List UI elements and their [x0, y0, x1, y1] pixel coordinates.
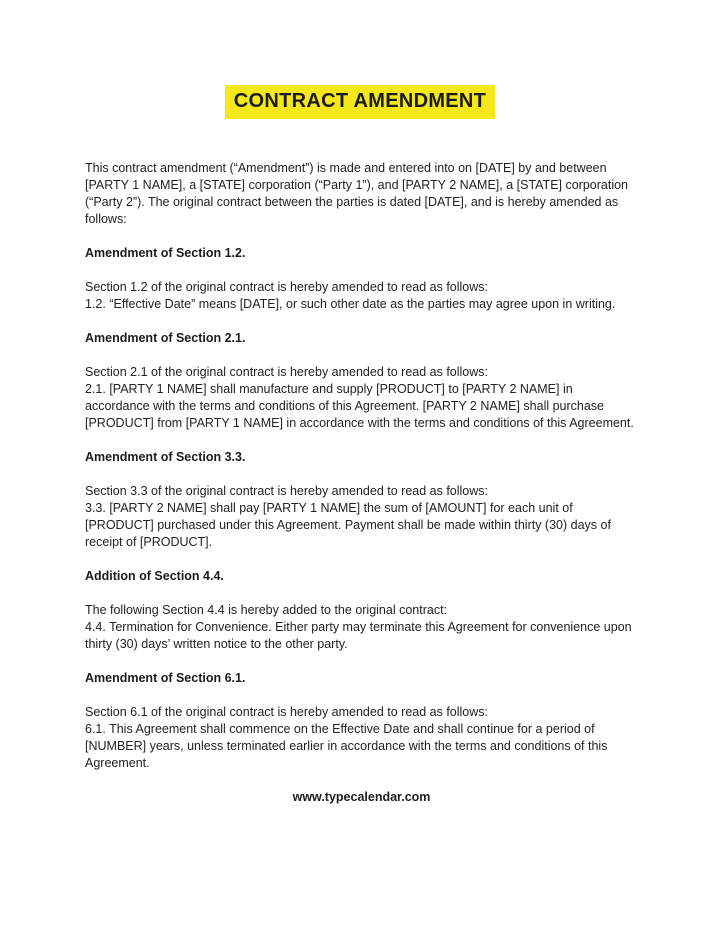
section-lead: Section 6.1 of the original contract is hereby amended to read as follows:	[85, 705, 489, 719]
footer-url: www.typecalendar.com	[292, 790, 431, 804]
page-title: CONTRACT AMENDMENT	[225, 85, 495, 119]
section-paragraph	[85, 483, 638, 551]
section-3-3	[85, 449, 638, 551]
section-heading: Addition of Section 4.4.	[85, 569, 224, 583]
section-heading: Amendment of Section 1.2.	[85, 246, 246, 260]
section-lead: Section 3.3 of the original contract is hereby amended to read as follows:	[85, 484, 489, 498]
section-paragraph	[85, 602, 638, 653]
section-text: 3.3. [PARTY 2 NAME] shall pay [PARTY 1 NAME] the sum of [AMOUNT] for each unit of [PRODUCT] purchased under this Agreement. Payment shall be made within thirty (30) days of receipt of [PRODUCT].	[85, 501, 611, 549]
section-paragraph	[85, 279, 638, 313]
section-lead: Section 2.1 of the original contract is hereby amended to read as follows:	[85, 365, 489, 379]
section-paragraph	[85, 364, 638, 432]
section-lead: Section 1.2 of the original contract is hereby amended to read as follows:	[85, 280, 489, 294]
document-body	[85, 160, 638, 806]
section-text: 6.1. This Agreement shall commence on the Effective Date and shall continue for a period of [NUMBER] years, unless terminated earlier in accordance with the terms and conditions of this Agreement.	[85, 722, 608, 770]
section-1-2	[85, 245, 638, 313]
section-6-1	[85, 670, 638, 772]
section-paragraph	[85, 704, 638, 772]
section-2-1	[85, 330, 638, 432]
section-heading: Amendment of Section 2.1.	[85, 331, 246, 345]
section-heading: Amendment of Section 6.1.	[85, 671, 246, 685]
section-lead: The following Section 4.4 is hereby added to the original contract:	[85, 603, 448, 617]
section-4-4	[85, 568, 638, 653]
section-text: 4.4. Termination for Convenience. Either party may terminate this Agreement for convenience upon thirty (30) days’ written notice to the other party.	[85, 620, 632, 651]
intro-paragraph: This contract amendment (“Amendment”) is made and entered into on [DATE] by and between [PARTY 1 NAME], a [STATE] corporation (“Party 1”), and [PARTY 2 NAME], a [STATE] corporation (“Party 2”). The original contract between the parties is dated [DATE], and is hereby amended as follows:	[85, 161, 629, 226]
section-text: 1.2. “Effective Date” means [DATE], or such other date as the parties may agree upon in writing.	[85, 297, 616, 311]
section-heading: Amendment of Section 3.3.	[85, 450, 246, 464]
section-text: 2.1. [PARTY 1 NAME] shall manufacture and supply [PRODUCT] to [PARTY 2 NAME] in accordance with the terms and conditions of this Agreement. [PARTY 2 NAME] shall purchase [PRODUCT] from [PARTY 1 NAME] in accordance with the terms and conditions of this Agreement.	[85, 382, 634, 430]
title-container	[0, 0, 720, 119]
